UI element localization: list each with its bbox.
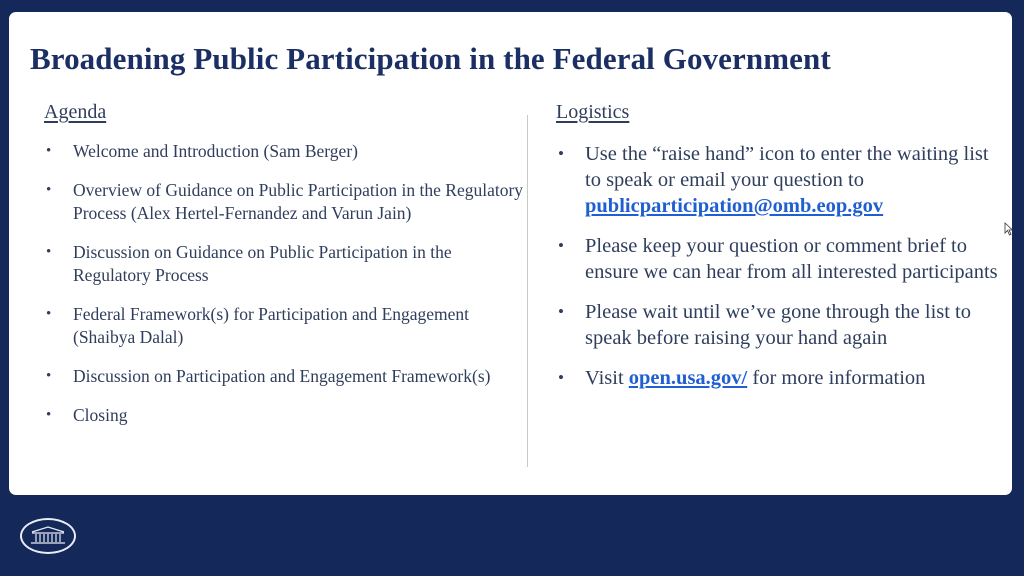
agenda-column [44,100,524,443]
agenda-item [44,303,524,349]
website-link[interactable]: open.usa.gov/ [628,367,748,389]
agenda-list [44,140,524,427]
slide [9,12,1012,495]
logistics-item-text: Visit [585,367,629,389]
bullet: • [46,182,52,198]
bullet: • [46,306,52,322]
email-link[interactable]: publicparticipation@omb.eop.gov [585,195,884,217]
agenda-item-text: Welcome and Introduction (Sam Berger) [73,141,358,161]
logistics-item-text: Please wait until we’ve gone through the list to speak before raising your hand again [585,301,972,349]
agenda-item [44,404,524,427]
agenda-item-text: Federal Framework(s) for Participation and Engagement (Shaibya Dalal) [73,304,470,347]
bullet: • [46,143,52,159]
agenda-item-text: Closing [73,405,128,425]
white-house-icon [20,518,76,554]
white-house-icon-graphic [28,524,68,548]
logistics-item-text: Please keep your question or comment brief to ensure we can hear from all interested participants [585,235,998,283]
logistics-item-text-after: for more information [747,367,926,389]
logistics-list [556,141,1006,391]
logistics-item [556,141,1006,219]
agenda-item [44,365,524,388]
agenda-item [44,140,524,163]
logistics-item [556,233,1006,285]
logistics-item [556,365,1006,391]
agenda-item-text: Discussion on Participation and Engagement Framework(s) [73,366,491,386]
bullet: • [558,236,564,255]
logistics-column [556,100,1006,405]
bullet: • [46,368,52,384]
bullet: • [558,144,564,163]
bullet: • [46,244,52,260]
bullet: • [558,368,564,387]
slide-title: Broadening Public Participation in the Federal Government [30,41,831,76]
column-divider [527,115,528,467]
agenda-heading: Agenda [44,101,107,123]
logistics-heading: Logistics [556,101,630,123]
bullet: • [558,302,564,321]
logistics-item [556,299,1006,351]
agenda-item-text: Overview of Guidance on Public Participation in the Regulatory Process (Alex Hertel-Fernandez and Varun Jain) [73,180,524,223]
bullet: • [46,407,52,423]
logistics-item-text: Use the “raise hand” icon to enter the waiting list to speak or email your question to [585,143,989,191]
agenda-item-text: Discussion on Guidance on Public Participation in the Regulatory Process [73,242,452,285]
mouse-cursor-icon [1004,222,1014,236]
agenda-item [44,241,524,287]
agenda-item [44,179,524,225]
